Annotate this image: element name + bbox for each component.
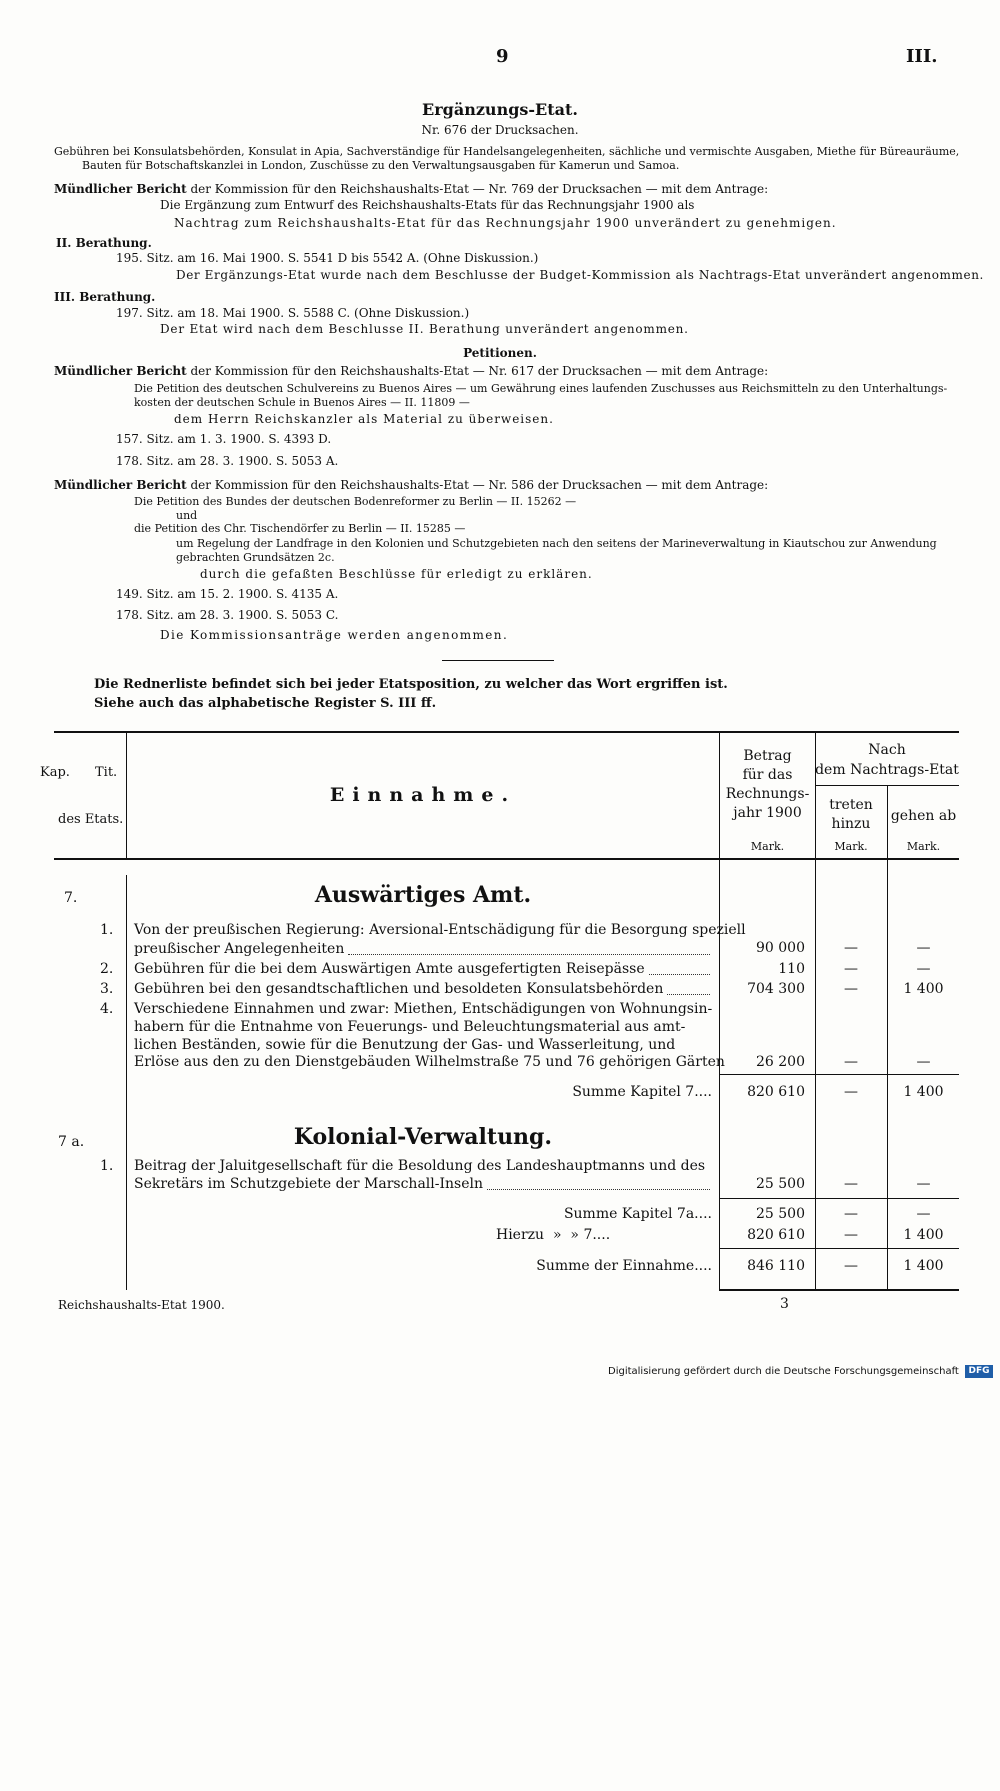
s1-r3-treten: —	[844, 981, 858, 997]
s1-r1-line-1: Von der preußischen Regierung: Aversional-Entschädigung für die Besorgung speziell	[134, 922, 746, 938]
total-label: Summe der Einnahme....	[536, 1258, 712, 1274]
total-treten: —	[844, 1258, 858, 1274]
pet-r2-line-3: um Regelung der Landfrage in den Kolonien und Schutzgebieten nach den seitens der Marineverwaltung in Kiautschou zur Anwendung	[176, 537, 937, 550]
table-top-rule	[54, 731, 959, 733]
section-divider	[442, 660, 554, 661]
pet-r1-line-3: dem Herrn Reichskanzler als Material zu überweisen.	[174, 412, 554, 426]
s1-r4-treten: —	[844, 1054, 858, 1070]
pet-r2-line-2: die Petition des Chr. Tischendörfer zu Berlin — II. 15285 —	[134, 522, 466, 535]
header-treten-1: treten	[829, 797, 873, 813]
s2-sum-treten: —	[844, 1206, 858, 1222]
pet-r2-line-4: gebrachten Grundsätzen 2c.	[176, 551, 335, 564]
s1-r4-line-1: Verschiedene Einnahmen und zwar: Miethen, Entschädigungen von Wohnungsin-	[134, 1001, 713, 1017]
s1-r3-tit: 3.	[100, 981, 114, 997]
erg-report-text: der Kommission für den Reichshaushalts-Etat — Nr. 769 der Drucksachen — mit dem Antrage:	[190, 182, 769, 196]
erg-motion-1: Die Ergänzung zum Entwurf des Reichshaushalts-Etats für das Rechnungsjahr 1900 als	[160, 198, 695, 212]
s1-r2-betrag: 110	[778, 961, 805, 977]
s2-title: Kolonial-Verwaltung.	[293, 1124, 553, 1150]
footer-page: 3	[780, 1296, 789, 1312]
header-betrag-3: Rechnungs-	[725, 786, 810, 802]
table-header-rule	[54, 858, 959, 860]
erg-b2-heading: II. Berathung.	[56, 236, 152, 250]
col-rule-ein	[126, 875, 127, 1290]
s1-sum-treten: —	[844, 1084, 858, 1100]
s2-sum-rule	[720, 1198, 959, 1199]
erg-title: Ergänzungs-Etat.	[422, 100, 578, 119]
s2-sum-betrag: 25 500	[756, 1206, 805, 1222]
s1-r3-betrag: 704 300	[747, 981, 805, 997]
pet-report-1-text: der Kommission für den Reichshaushalts-Etat — Nr. 617 der Drucksachen — mit dem Antrage:	[190, 364, 769, 378]
s2-r1-line-2	[134, 1175, 714, 1194]
pet-r2-result: Die Kommissionsanträge werden angenommen.	[160, 628, 509, 642]
s1-r1-tit: 1.	[100, 922, 114, 938]
dfg-logo: DFG	[965, 1365, 993, 1378]
s1-r4-line-4: Erlöse aus den zu den Dienstgebäuden Wilhelmstraße 75 und 76 gehörigen Gärten	[134, 1054, 725, 1070]
notice-line-1: Die Rednerliste befindet sich bei jeder Etatsposition, zu welcher das Wort ergriffen ist.	[94, 677, 728, 692]
header-des-etats: des Etats.	[58, 812, 124, 827]
total-gehen: 1 400	[903, 1258, 944, 1274]
s2-sum-label: Summe Kapitel 7a....	[563, 1206, 712, 1222]
unit-gehen: Mark.	[906, 840, 941, 853]
s1-r1-line-2	[134, 940, 714, 959]
erg-b2-sitting: 195. Sitz. am 16. Mai 1900. S. 5541 D bis 5542 A. (Ohne Diskussion.)	[116, 251, 539, 265]
hierzu-betrag: 820 610	[747, 1227, 805, 1243]
s1-r1-gehen: —	[916, 940, 931, 956]
erg-b3-result: Der Etat wird nach dem Beschlusse II. Berathung unverändert angenommen.	[160, 322, 689, 336]
erg-b3-sitting: 197. Sitz. am 18. Mai 1900. S. 5588 C. (Ohne Diskussion.)	[116, 306, 470, 320]
s1-r4-line-2: habern für die Entnahme von Feuerungs- und Beleuchtungsmaterial aus amt-	[134, 1019, 686, 1035]
pet-report-2-text: der Kommission für den Reichshaushalts-Etat — Nr. 586 der Drucksachen — mit dem Antrage:	[190, 478, 769, 492]
s1-r4-tit: 4.	[100, 1001, 114, 1017]
s1-sum-betrag: 820 610	[747, 1084, 805, 1100]
header-tit: Tit.	[95, 765, 118, 780]
s2-kap: 7 a.	[58, 1134, 85, 1150]
erg-report	[54, 182, 768, 197]
pet-r2-sitting-1: 149. Sitz. am 15. 2. 1900. S. 4135 A.	[116, 587, 339, 601]
s2-r1-line-1: Beitrag der Jaluitgesellschaft für die Besoldung des Landeshauptmanns und des	[134, 1158, 706, 1174]
header-betrag-1: Betrag	[743, 748, 792, 764]
s1-sum-gehen: 1 400	[903, 1084, 944, 1100]
pet-report-1	[54, 364, 768, 379]
pet-r2-und: und	[176, 509, 198, 522]
unit-treten: Mark.	[834, 840, 868, 853]
header-treten	[815, 796, 887, 834]
pet-report-2-label: Mündlicher Bericht	[54, 478, 187, 492]
pet-r1-line-2: kosten der deutschen Schule in Buenos Aires — II. 11809 —	[134, 396, 470, 409]
pet-r2-line-5: durch die gefaßten Beschlüsse für erledigt zu erklären.	[200, 567, 593, 581]
footer-left: Reichshaushalts-Etat 1900.	[58, 1298, 225, 1312]
pet-title: Petitionen.	[463, 346, 537, 360]
pet-report-2	[54, 478, 768, 493]
header-betrag	[720, 747, 815, 823]
s1-r2-treten: —	[844, 961, 858, 977]
table-bottom-rule	[720, 1289, 959, 1291]
s1-sum-label: Summe Kapitel 7....	[572, 1084, 712, 1100]
s1-title: Auswärtiges Amt.	[314, 882, 532, 908]
s1-r2-tit: 2.	[100, 961, 114, 977]
s1-r4-line-3: lichen Beständen, sowie für die Benutzung der Gas- und Wasserleitung, und	[134, 1037, 676, 1053]
erg-subtitle: Nr. 676 der Drucksachen.	[421, 123, 579, 137]
hierzu-label: Hierzu » » 7....	[496, 1227, 611, 1243]
s1-r3-line-1	[134, 980, 714, 999]
s1-r3-gehen: 1 400	[903, 981, 944, 997]
hierzu-gehen: 1 400	[903, 1227, 944, 1243]
dot-leader	[487, 1189, 710, 1190]
s2-r1-gehen: —	[916, 1176, 931, 1192]
s2-r1-line-2-text: Sekretärs im Schutzgebiete der Marschall-Inseln	[134, 1176, 483, 1192]
s1-r3-line-1-text: Gebühren bei den gesandtschaftlichen und besoldeten Konsulatsbehörden	[134, 981, 664, 997]
erg-report-label: Mündlicher Bericht	[54, 182, 187, 196]
s1-r1-treten: —	[844, 940, 858, 956]
erg-b3-heading: III. Berathung.	[54, 290, 156, 304]
total-betrag: 846 110	[747, 1258, 805, 1274]
s1-r1-line-2-text: preußischer Angelegenheiten	[134, 941, 345, 957]
s2-r1-betrag: 25 500	[756, 1176, 805, 1192]
s1-r4-betrag: 26 200	[756, 1054, 805, 1070]
header-betrag-4: jahr 1900	[733, 805, 802, 821]
header-betrag-2: für das	[742, 767, 793, 783]
s1-r2-line-1-text: Gebühren für die bei dem Auswärtigen Amte ausgefertigten Reisepässe	[134, 961, 645, 977]
erg-desc-2: Bauten für Botschaftskanzlei in London, Zuschüsse zu den Verwaltungsausgaben für Kamerun und Samoa.	[82, 159, 680, 172]
pet-report-1-label: Mündlicher Bericht	[54, 364, 187, 378]
page-number: 9	[496, 46, 509, 67]
total-rule	[720, 1248, 959, 1249]
pet-r1-line-1: Die Petition des deutschen Schulvereins zu Buenos Aires — um Gewährung eines laufenden Zuschusses aus Reichsmitteln zu den Unterhaltungs-	[134, 382, 948, 395]
erg-desc-1: Gebühren bei Konsulatsbehörden, Konsulat in Apia, Sachverständige für Handelsangelegenheiten, sächliche und vermischte Ausgaben, Miethe für Büreauräume,	[54, 145, 960, 158]
dot-leader	[649, 974, 710, 975]
dot-leader	[667, 994, 710, 995]
s1-sum-rule	[720, 1074, 959, 1075]
hierzu-treten: —	[844, 1227, 858, 1243]
erg-b2-result: Der Ergänzungs-Etat wurde nach dem Beschlusse der Budget-Kommission als Nachtrags-Etat unverändert angenommen.	[176, 268, 984, 282]
dot-leader	[348, 954, 710, 955]
s1-r2-gehen: —	[916, 961, 931, 977]
pet-r1-sitting-1: 157. Sitz. am 1. 3. 1900. S. 4393 D.	[116, 432, 332, 446]
s1-r2-line-1	[134, 960, 714, 979]
unit-betrag: Mark.	[750, 840, 785, 853]
s1-kap: 7.	[64, 890, 78, 906]
digitization-credit: Digitalisierung gefördert durch die Deutsche Forschungsgemeinschaft	[608, 1366, 959, 1377]
pet-r1-sitting-2: 178. Sitz. am 28. 3. 1900. S. 5053 A.	[116, 454, 339, 468]
pet-r2-line-1: Die Petition des Bundes der deutschen Bodenreformer zu Berlin — II. 15262 —	[134, 495, 577, 508]
s2-sum-gehen: —	[916, 1206, 931, 1222]
s1-r1-betrag: 90 000	[756, 940, 805, 956]
section-number: III.	[906, 46, 938, 67]
header-nach-1: Nach	[868, 742, 906, 758]
s2-r1-tit: 1.	[100, 1158, 114, 1174]
header-nach	[815, 740, 959, 780]
header-einnahme: Einnahme.	[329, 784, 517, 806]
erg-motion-2: Nachtrag zum Reichshaushalts-Etat für das Rechnungsjahr 1900 unverändert zu genehmigen.	[174, 216, 837, 230]
header-kap: Kap.	[40, 765, 70, 780]
pet-r2-sitting-2: 178. Sitz. am 28. 3. 1900. S. 5053 C.	[116, 608, 339, 622]
s2-r1-treten: —	[844, 1176, 858, 1192]
s1-r4-gehen: —	[916, 1054, 931, 1070]
notice-line-2: Siehe auch das alphabetische Register S. III ff.	[94, 696, 437, 711]
header-treten-2: hinzu	[831, 816, 871, 832]
header-gehen: gehen ab	[890, 808, 957, 824]
header-nach-2: dem Nachtrags-Etat	[815, 762, 959, 778]
